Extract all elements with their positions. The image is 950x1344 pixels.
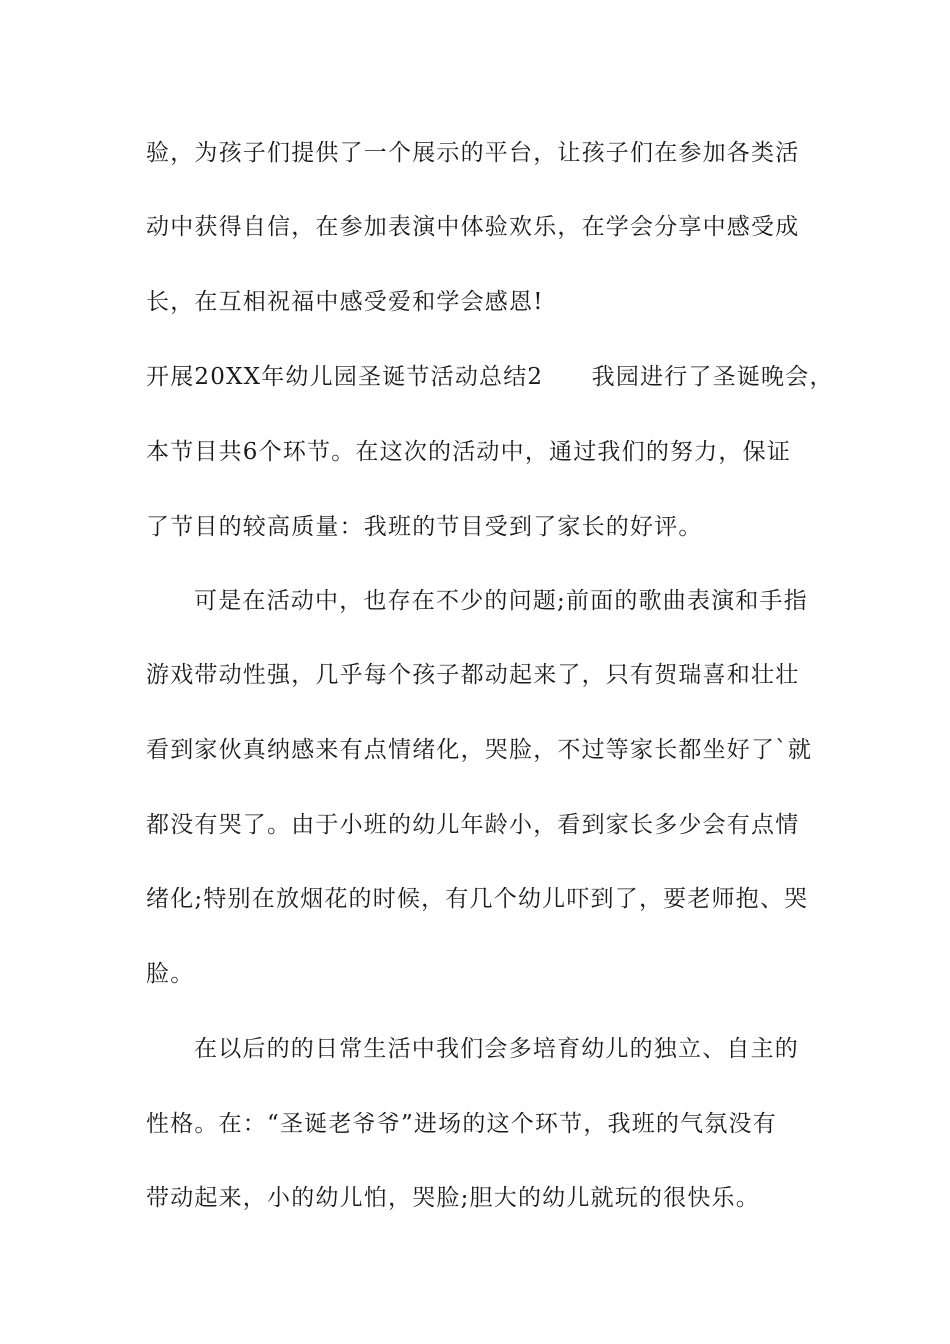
paragraph-start-line: 可是在活动中，也存在不少的问题;前面的歌曲表演和手指 bbox=[194, 588, 808, 614]
section-heading-line: 开展20XX年幼儿园圣诞节活动总结2 我园进行了圣诞晚会， bbox=[146, 364, 834, 390]
text-line: 动中获得自信，在参加表演中体验欢乐，在学会分享中感受成 bbox=[146, 214, 800, 240]
text-line: 都没有哭了。由于小班的幼儿年龄小，看到家长多少会有点情 bbox=[146, 812, 800, 838]
text-line: 长，在互相祝福中感受爱和学会感恩! bbox=[146, 289, 544, 315]
text-line: 游戏带动性强，几乎每个孩子都动起来了，只有贺瑞喜和壮壮 bbox=[146, 662, 800, 688]
text-line: 脸。 bbox=[146, 961, 195, 987]
text-line: 验，为孩子们提供了一个展示的平台，让孩子们在参加各类活 bbox=[146, 140, 800, 166]
text-line: 性格。在：“圣诞老爷爷”进场的这个环节，我班的气氛没有 bbox=[146, 1111, 777, 1137]
text-line: 看到家伙真纳感来有点情绪化，哭脸，不过等家长都坐好了`就 bbox=[146, 737, 813, 763]
paragraph-start-line: 在以后的的日常生活中我们会多培育幼儿的独立、自主的 bbox=[194, 1036, 799, 1062]
text-line: 绪化;特别在放烟花的时候，有几个幼儿吓到了，要老师抱、哭 bbox=[146, 886, 809, 912]
text-line: 带动起来，小的幼儿怕，哭脸;胆大的幼儿就玩的很快乐。 bbox=[146, 1185, 760, 1211]
text-line: 了节目的较高质量：我班的节目受到了家长的好评。 bbox=[146, 514, 703, 540]
text-line: 本节目共6个环节。在这次的活动中，通过我们的努力，保证 bbox=[146, 439, 792, 465]
